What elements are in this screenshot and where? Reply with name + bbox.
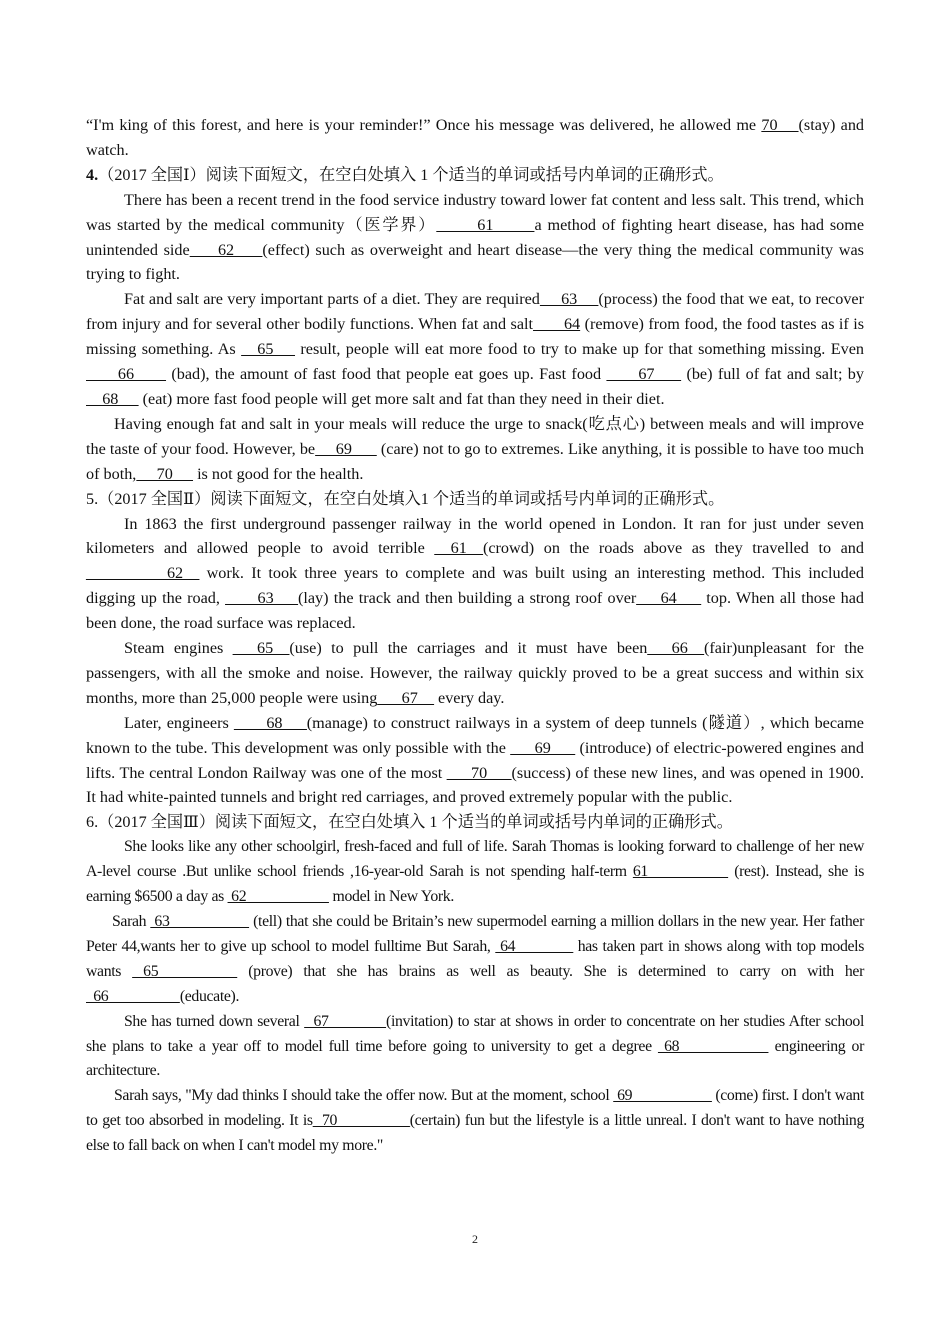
text: work. It took three years to complete and was built using an interesting method. This included digging up the road,: [86, 564, 864, 608]
text: In 1863 the first underground passenger railway in the world opened in London. It ran for just under seven kilometers and allowed people to avoid terrible: [86, 514, 864, 558]
section-4-title-text: （2017 全国Ⅰ）阅读下面短文，在空白处填入 1 个适当的单词或括号内单词的正确形式。: [98, 165, 724, 184]
text: (certain) fun but the lifestyle is a little unreal. I don't want to have nothing else to fall back on when I can't model my more.": [86, 1112, 865, 1155]
text: engineering or architecture.: [86, 1037, 864, 1080]
s6-paragraph-1: [86, 835, 864, 910]
blank-67: ___67__: [377, 688, 434, 707]
text: She looks like any other schoolgirl, fresh-faced and full of life. Sarah Thomas is looking forward to challenge of her new A-level course .But unlike school friends ,16-year-old Sarah is not spending half-term: [86, 838, 864, 881]
blank-69: ___69___: [510, 738, 576, 757]
blank-66: ___66__: [647, 639, 705, 658]
text: (lay) the track and then building a strong roof over: [297, 589, 637, 608]
text: (bad), the amount of fast food that people eat goes up. Fast food: [166, 365, 607, 384]
text: (invitation) to star at shows in order to concentrate on her studies After school she plans to take a year off to model full time before going to university to get a degree: [86, 1012, 865, 1055]
s4-paragraph-3: [86, 412, 864, 487]
blank-64: 64 _______: [495, 937, 573, 955]
text: (introduce) of electric-powered engines and lifts. The central London Railway was one of the most: [86, 738, 864, 782]
text: (eat) more fast food people will get more salt and fat than they need in their diet.: [138, 389, 665, 408]
blank-62: 62 __________: [227, 888, 329, 906]
text: She has turned down several: [124, 1012, 305, 1030]
text: top. When all those had been done, the road surface was replaced.: [86, 589, 864, 633]
carryover-paragraph: [86, 113, 864, 163]
document-page: [86, 113, 864, 1159]
text: result, people will eat more food to try to make up for that something missing. Even: [295, 340, 864, 359]
text: (be) full of fat and salt; by: [681, 365, 864, 384]
blank-68: ____68___: [233, 713, 307, 732]
text: There has been a recent trend in the food service industry toward lower fat content and less salt. This trend, which was started by the medical community（医学界）: [86, 190, 864, 234]
s6-paragraph-4: [86, 1084, 864, 1159]
text: Sarah says, "My dad thinks I should take the offer now. But at the moment, school: [114, 1087, 614, 1105]
text: (manage) to construct railways in a system of deep tunnels (隧道）, which became known to the tube. This development was only possible with the: [86, 713, 864, 757]
text: is not good for the health.: [193, 464, 364, 483]
text: (come) first. I don't want to get too absorbed in modeling. It is: [86, 1087, 865, 1130]
text: has taken part in shows along with top models wants: [86, 937, 864, 980]
blank-65: ___65__: [232, 639, 290, 658]
blank-66: 66: [86, 365, 167, 384]
page-number: 2: [472, 1232, 478, 1246]
blank-65: 65_________: [132, 962, 238, 980]
blank-63: 63__________: [150, 913, 250, 930]
blank-62: 62: [189, 240, 263, 259]
blank-68: 68___________: [657, 1037, 769, 1055]
blank-70: 70: [136, 464, 194, 483]
blank-64: ___64___: [636, 589, 702, 608]
section-4-title: [86, 163, 864, 188]
s6-paragraph-2: [86, 910, 864, 1010]
section-5-title: 5.（2017 全国Ⅱ）阅读下面短文，在空白处填入1 个适当的单词或括号内单词的正确形式。: [86, 489, 725, 508]
blank-66: 66_________: [86, 987, 180, 1005]
carry-tail: (stay) and watch.: [86, 116, 865, 159]
blank-67: 67_______: [304, 1012, 387, 1030]
text: Having enough fat and salt in your meals will reduce the urge to snack(吃点心) between meals and will improve the taste of your food. However, be: [86, 414, 864, 458]
blank-64: 64: [533, 315, 581, 334]
text: model in New York.: [328, 888, 454, 906]
blank-61: 61 _________: [632, 863, 729, 881]
blank-69: 69: [315, 439, 377, 458]
blank-61: __61__: [434, 539, 483, 558]
blank-65: 65: [241, 340, 296, 359]
text: (remove) from food, the food tastes as if is missing something. As: [86, 315, 865, 359]
blank-61: 61: [436, 215, 535, 234]
blank-70: 70 _________: [312, 1112, 410, 1130]
carry-text: “I'm king of this forest, and here is your reminder!” Once his message was delivered, he allowed me: [86, 116, 757, 134]
blank-68: 68: [86, 389, 139, 408]
s5-paragraph-3: [86, 711, 864, 811]
section-6-body: [86, 835, 864, 1159]
text: Later, engineers: [124, 713, 234, 732]
text: (effect) such as overweight and heart disease—the very thing the medical community was trying to fight.: [86, 240, 864, 284]
text: Sarah: [112, 913, 151, 930]
text: a method of fighting heart disease, has had some unintended side: [86, 215, 865, 259]
text: (rest). Instead, she is earning $6500 a day as: [86, 863, 865, 906]
text: every day.: [433, 688, 505, 707]
blank-67: 67: [606, 365, 682, 384]
text: (success) of these new lines, and was opened in 1900. It had white-painted tunnels and bright red carriages, and proved extremely popular with the public.: [86, 763, 865, 807]
s5-paragraph-1: [86, 512, 864, 637]
blank-70: 70: [761, 116, 799, 134]
s4-paragraph-1: [86, 188, 864, 288]
text: (fair)unpleasant for the passengers, with all the smoke and noise. However, the railway quickly proved to be a great success and within six months, more than 25,000 people were using: [86, 639, 864, 707]
blank-70: ___70___: [446, 763, 512, 782]
blank-69: 69 __________: [613, 1087, 712, 1105]
text: (tell) that she could be Britain’s new supermodel earning a million dollars in the new year. Her father Peter 44,wants her to give up school to model fulltime But Sarah,: [86, 913, 864, 955]
text: (care) not to go to extremes. Like anything, it is possible to have too much of both,: [86, 439, 865, 483]
text: Fat and salt are very important parts of a diet. They are required: [124, 290, 540, 309]
text: Steam engines: [124, 639, 233, 658]
section-6-title: 6.（2017 全国Ⅲ）阅读下面短文，在空白处填入 1 个适当的单词或括号内单词的正确形式。: [86, 813, 733, 832]
s6-paragraph-3: [86, 1010, 864, 1085]
blank-63: ____63___: [225, 589, 298, 608]
text: (use) to pull the carriages and it must have been: [289, 639, 648, 658]
s4-paragraph-2: [86, 287, 864, 412]
text: (educate).: [179, 987, 240, 1005]
text: (prove) that she has brains as well as beauty. She is determined to carry on with her: [237, 962, 865, 980]
blank-63: 63: [539, 290, 599, 309]
section-4-number: 4.: [86, 165, 99, 184]
blank-62: __________62__: [86, 564, 200, 583]
text: (process) the food that we eat, to recover from injury and for several other bodily functions. When fat and salt: [86, 290, 864, 334]
s5-paragraph-2: [86, 636, 864, 711]
text: (crowd) on the roads above as they travelled to and: [482, 539, 864, 558]
